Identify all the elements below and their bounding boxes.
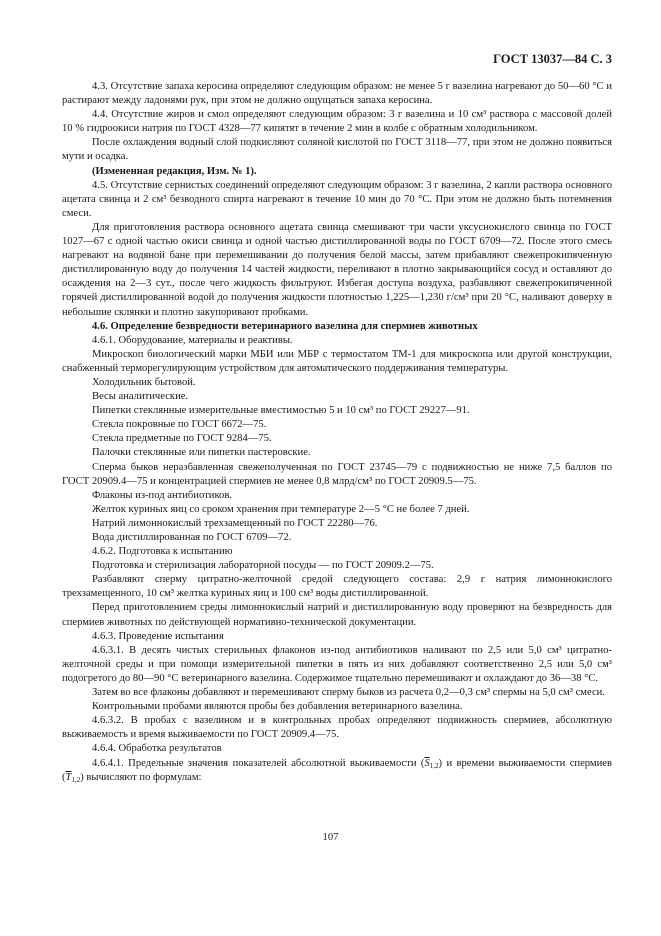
text-fragment: 4.6.4.1. Предельные значения показателей абсолютной выживаемости (: [92, 757, 425, 769]
paragraph: 4.6.3.1. В десять чистых стерильных флаконов из-под антибиотиков наливают по 2,5 или 5,0 см³ цитратно-желточной среды и при помощи измерительной пипетки в пять из них добавляют соответственно 2,5 или 5,0 см³ подогретого до 80—90 °С ветеринарного вазелина. Содержимое тщательно перемешивают и охлаждают до 36—38 °С.: [62, 644, 612, 684]
text-fragment: ) и времени выживаемости спермиев (: [62, 757, 612, 783]
paragraph: Для приготовления раствора основного ацетата свинца смешивают три части уксуснокислого свинца по ГОСТ 1027—67 с одной частью окиси свинца и одной частью дистиллированной воды по ГОСТ 6709—72. После этого смесь нагревают на водяной бане при перемешивании до получения белой массы, затем прибавляют свежепрокипяченную дистиллированную воду до получения 14 частей жидкости, переливают в плотно закрывающийся сосуд и оставляют до осаждения на 2—3 сут., после чего жидкость фильтруют. Избегая доступа воздуха, разбавляют свежепрокипяченной горячей дистиллированной водой до получения жидкости плотностью 1,225—1,230 г/см³ при 20 °С, наливают доверху в небольшие склянки и плотно закупоривают пробками.: [62, 221, 612, 318]
subsection-heading: 4.6.4. Обработка результатов: [92, 743, 222, 755]
list-item: Сперма быков неразбавленная свежеполученная по ГОСТ 23745—79 с подвижностью не ниже 7,5 баллов по ГОСТ 20909.4—75 и концентрацией спермиев не менее 0,8 млрд/см³ по ГОСТ 20909.5—75.: [62, 461, 612, 487]
list-item: Стекла покровные по ГОСТ 6672—75.: [92, 419, 267, 431]
subscript: 1,2: [71, 775, 81, 784]
paragraph: Подготовка и стерилизация лабораторной посуды — по ГОСТ 20909.2—75.: [92, 560, 434, 572]
paragraph: 4.4. Отсутствие жиров и смол определяют следующим образом: 3 г вазелина и 10 см³ раствора с массовой долей 10 % гидроокиси натрия по ГОСТ 4328—77 кипятят в течение 2 мин в колбе с обратным холодильником.: [62, 109, 612, 135]
document-body: [62, 80, 612, 785]
subsection-heading: 4.6.2. Подготовка к испытанию: [92, 546, 233, 558]
paragraph: Микроскоп биологический марки МБИ или МБР с термостатом ТМ-1 для микроскопа или другой конструкции, снабженный терморегулирующим устройством для автоматического поддерживания температуры.: [62, 348, 612, 374]
list-item: Пипетки стеклянные измерительные вместимостью 5 и 10 см³ по ГОСТ 29227—91.: [92, 405, 470, 417]
paragraph: Затем во все флаконы добавляют и перемешивают сперму быков из расчета 0,2—0,3 см³ спермы на 5,0 см³ смеси.: [92, 687, 605, 699]
text-fragment: ) вычисляют по формулам:: [80, 771, 202, 783]
subsection-heading: 4.6.3. Проведение испытания: [92, 630, 224, 642]
section-heading: 4.6. Определение безвредности ветеринарного вазелина для спермиев животных: [92, 320, 478, 332]
list-item: Холодильник бытовой.: [92, 376, 196, 388]
list-item: Натрий лимоннокислый трехзамещенный по ГОСТ 22280—76.: [92, 517, 378, 529]
subsection-heading: 4.6.1. Оборудование, материалы и реактивы.: [92, 334, 293, 346]
page-number: 107: [322, 832, 339, 843]
list-item: Весы аналитические.: [92, 391, 189, 403]
list-item: Вода дистиллированная по ГОСТ 6709—72.: [92, 532, 292, 543]
paragraph: 4.6.3.2. В пробах с вазелином и в контрольных пробах определяют подвижность спермиев, абсолютную выживаемость и время выживаемости по ГОСТ 20909.4—75.: [62, 715, 612, 741]
paragraph: 4.3. Отсутствие запаха керосина определяют следующим образом: не менее 5 г вазелина нагревают до 50—60 °С и растирают между ладонями рук, при этом не должно ощущаться запаха керосина.: [62, 81, 612, 107]
paragraph: Разбавляют сперму цитратно-желточной средой следующего состава: 2,9 г натрия лимоннокислого трехзамещенного, 10 см³ желтка куриных яиц и 100 см³ воды дистиллированной.: [62, 574, 612, 600]
list-item: Желток куриных яиц со сроком хранения при температуре 2—5 °С не более 7 дней.: [92, 503, 470, 515]
symbol-t-bar: $\overline{T}$: [65, 771, 72, 783]
list-item: Палочки стеклянные или пипетки пастеровские.: [92, 447, 311, 459]
list-item: Флаконы из-под антибиотиков.: [92, 489, 232, 501]
paragraph: Контрольными пробами являются пробы без добавления ветеринарного вазелина.: [92, 701, 463, 713]
page-header: ГОСТ 13037—84 С. 3: [493, 52, 612, 66]
subscript: 1,2: [429, 761, 439, 770]
paragraph: 4.5. Отсутствие сернистых соединений определяют следующим образом: 3 г вазелина, 2 капли раствора основного ацетата свинца и 2 см³ безводного спирта нагревают в течение 10 мин до 70 °С. При этом не должно быть потемнения смеси.: [62, 179, 612, 219]
list-item: Стекла предметные по ГОСТ 9284—75.: [92, 433, 272, 445]
amendment-note: (Измененная редакция, Изм. № 1).: [92, 165, 257, 177]
symbol-s-bar: $\overline{S}$: [424, 757, 430, 769]
formula-intro-paragraph: [62, 757, 612, 785]
paragraph: Перед приготовлением среды лимоннокислый натрий и дистиллированную воду проверяют на безвредность для спермиев животных по действующей нормативно-технической документации.: [62, 602, 612, 628]
paragraph: После охлаждения водный слой подкисляют соляной кислотой по ГОСТ 3118—77, при этом не должно появиться мути и осадка.: [62, 137, 612, 163]
